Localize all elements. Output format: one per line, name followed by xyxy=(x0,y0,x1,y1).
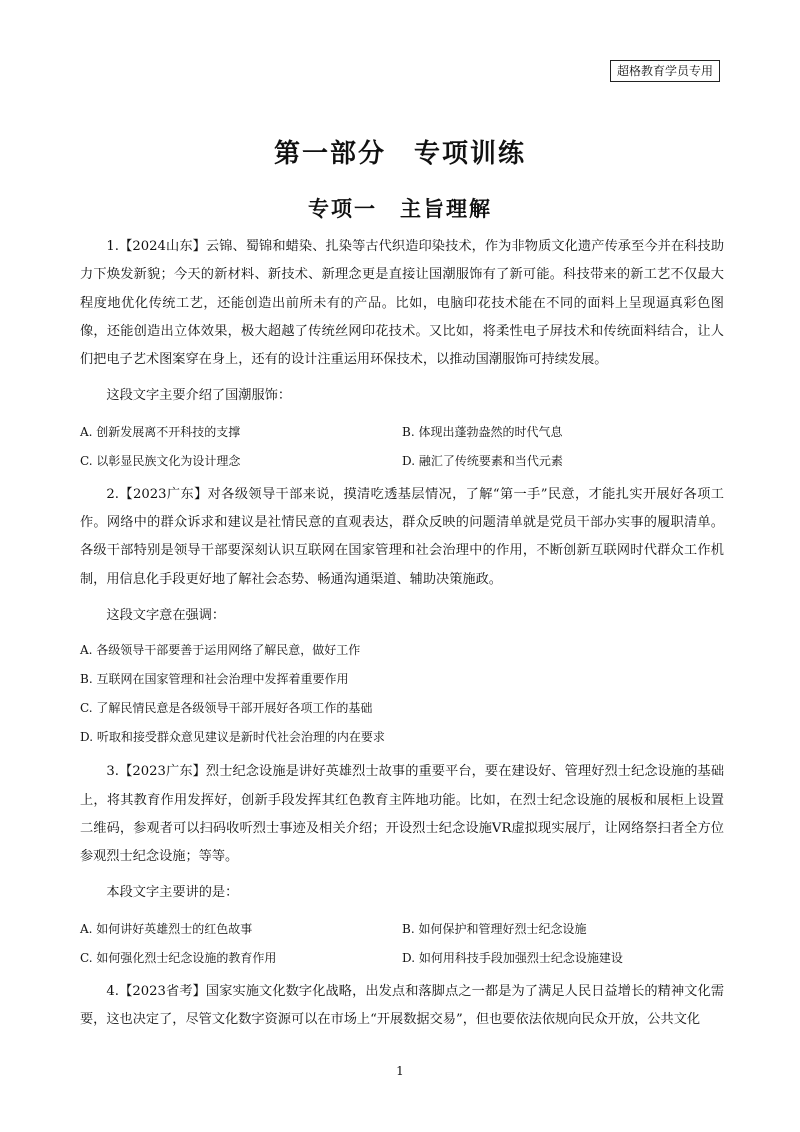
option-a[interactable]: A. 如何讲好英雄烈士的红色故事 xyxy=(80,921,253,936)
option-d[interactable]: D. 融汇了传统要素和当代元素 xyxy=(402,453,563,468)
question-source-tag: 【2023广东】 xyxy=(118,764,206,780)
options-list xyxy=(80,636,724,752)
question-text: 对各级领导干部来说，摸清吃透基层情况，了解“第一手”民意，才能扎实开展好各项工作。网络中的群众诉求和建议是社情民意的直观表达，群众反映的问题清单就是党员干部办实事的履职清单。各级干部特别是领导干部要深刻认识互联网在国家管理和社会治理中的作用，不断创新互联网时代群众工作机制，用信息化手段更好地了解社会态势、畅通沟通渠道、辅助决策施政。 xyxy=(80,486,724,587)
option-a[interactable]: A. 各级领导干部要善于运用网络了解民意，做好工作 xyxy=(80,643,361,658)
section-title: 专项一 主旨理解 xyxy=(308,196,492,221)
question-number: 1. xyxy=(106,239,119,254)
option-a[interactable]: A. 创新发展离不开科技的支撑 xyxy=(80,424,241,439)
option-b[interactable]: B. 如何保护和管理好烈士纪念设施 xyxy=(402,921,587,936)
part-title: 第一部分 专项训练 xyxy=(273,139,526,169)
option-c[interactable]: C. 如何强化烈士纪念设施的教育作用 xyxy=(80,950,277,965)
question-number: 4. xyxy=(106,983,119,999)
question-source-tag: 【2023广东】 xyxy=(118,486,208,502)
question-2 xyxy=(80,481,724,594)
option-d[interactable]: D. 听取和接受群众意见建议是新时代社会治理的内在要求 xyxy=(80,730,385,745)
question-4 xyxy=(80,978,724,1035)
question-3 xyxy=(80,758,724,871)
question-number: 2. xyxy=(106,486,119,502)
options-list xyxy=(80,417,724,475)
watermark-stamp: 超格教育学员专用 xyxy=(610,60,720,82)
question-source-tag: 【2023省考】 xyxy=(118,983,206,999)
option-b[interactable]: B. 互联网在国家管理和社会治理中发挥着重要作用 xyxy=(80,672,349,687)
question-text: 国家实施文化数字化战略，出发点和落脚点之一都是为了满足人民日益增长的精神文化需要，这也决定了，尽管文化数字资源可以在市场上“开展数据交易”，但也要依法依规向民众开放，公共文化 xyxy=(80,983,725,1028)
question-stem: 这段文字意在强调： xyxy=(106,607,226,623)
question-text: 烈士纪念设施是讲好英雄烈士故事的重要平台，要在建设好、管理好烈士纪念设施的基础上，将其教育作用发挥好，创新手段发挥其红色教育主阵地功能。比如，在烈士纪念设施的展板和展柜上设置二维码，参观者可以扫码收听烈士事迹及相关介绍；开设烈士纪念设施VR虚拟现实展厅，让网络祭扫者全方位参观烈士纪念设施；等等。 xyxy=(80,764,725,865)
page-number: 1 xyxy=(396,1064,404,1078)
question-stem: 这段文字主要介绍了国潮服饰： xyxy=(106,388,292,404)
option-b[interactable]: B. 体现出蓬勃盎然的时代气息 xyxy=(402,424,563,439)
question-number: 3. xyxy=(106,764,119,780)
question-stem: 本段文字主要讲的是： xyxy=(106,885,239,901)
question-source-tag: 【2024山东】 xyxy=(118,239,206,254)
questions-body xyxy=(80,233,724,1034)
options-list xyxy=(80,914,724,972)
option-c[interactable]: C. 以彰显民族文化为设计理念 xyxy=(80,453,241,468)
option-c[interactable]: C. 了解民情民意是各级领导干部开展好各项工作的基础 xyxy=(80,701,373,716)
question-1 xyxy=(80,233,724,374)
question-text: 云锦、蜀锦和蜡染、扎染等古代织造印染技术，作为非物质文化遗产传承至今并在科技助力下焕发新貌；今天的新材料、新技术、新理念更是直接让国潮服饰有了新可能。科技带来的新工艺不仅最大程度地优化传统工艺，还能创造出前所未有的产品。比如，电脑印花技术能在不同的面料上呈现逼真彩色图像，还能创造出立体效果，极大超越了传统丝网印花技术。又比如，将柔性电子屏技术和传统面料结合，让人们把电子艺术图案穿在身上，还有的设计注重运用环保技术，以推动国潮服饰可持续发展。 xyxy=(80,239,725,368)
option-d[interactable]: D. 如何用科技手段加强烈士纪念设施建设 xyxy=(402,950,623,965)
